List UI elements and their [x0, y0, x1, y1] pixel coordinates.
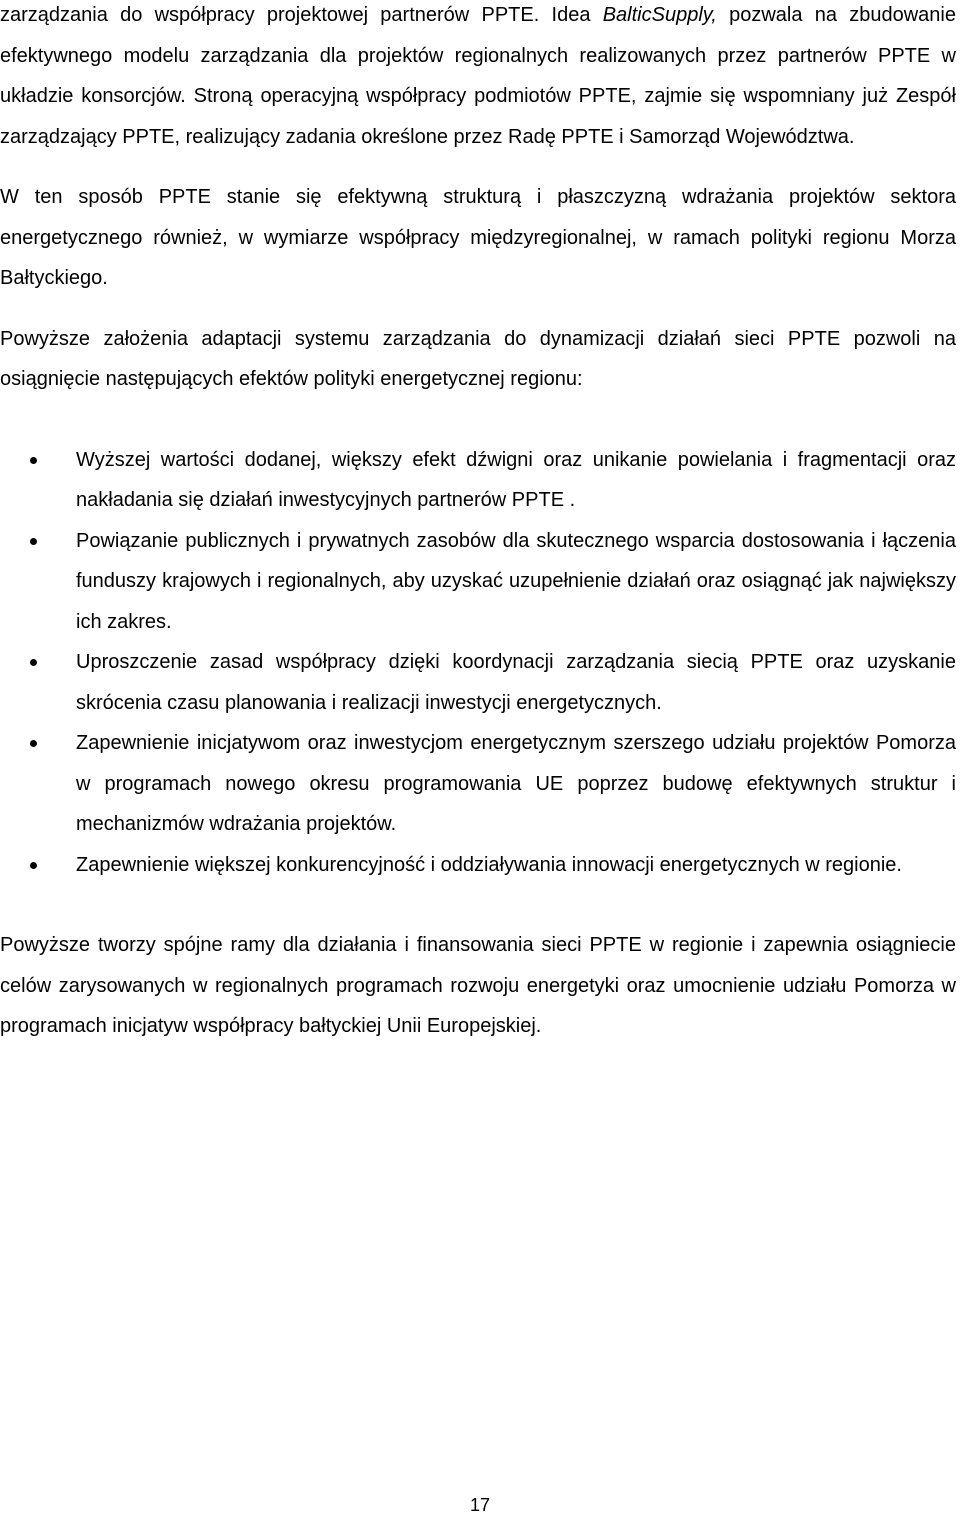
- list-item-text: Zapewnienie inicjatywom oraz inwestycjom energetycznym szerszego udziału projektów Pomorza w programach nowego okresu programowania UE poprzez budowę efektywnych struktur i mechanizmów wdrażania projektów.: [76, 732, 956, 835]
- paragraph-intro: [0, 0, 956, 157]
- paragraph-conclusion: Powyższe tworzy spójne ramy dla działania i finansowania sieci PPTE w regionie i zapewnia osiągniecie celów zarysowanych w regionalnych programach rozwoju energetyki oraz umocnienie udziału Pomorza w programach inicjatyw współpracy bałtyckiej Unii Europejskiej.: [0, 934, 956, 1037]
- list-item-text: Uproszczenie zasad współpracy dzięki koordynacji zarządzania siecią PPTE oraz uzyskanie skrócenia czasu planowania i realizacji inwestycji energetycznych.: [76, 651, 956, 714]
- paragraph-effects-intro: Powyższe założenia adaptacji systemu zarządzania do dynamizacji działań sieci PPTE pozwoli na osiągnięcie następujących efektów polityki energetycznej regionu:: [0, 327, 956, 390]
- page-number: 17: [469, 1495, 491, 1515]
- list-item: [0, 642, 956, 723]
- bullet-icon: [30, 659, 37, 666]
- effects-list: [0, 440, 956, 886]
- list-item: [0, 845, 956, 886]
- list-item: [0, 440, 956, 521]
- bullet-icon: [30, 457, 37, 464]
- bullet-icon: [30, 862, 37, 869]
- list-item: [0, 521, 956, 643]
- paragraph-intro-end: pozwala na zbudowanie efektywnego modelu zarządzania dla projektów regionalnych realizowanych przez partnerów PPTE w układzie konsorcjów. Stroną operacyjną współpracy podmiotów PPTE, zajmie się wspomniany już Zespół zarządzający PPTE, realizujący zadania określone przez Radę PPTE i Samorząd Województwa.: [0, 4, 956, 148]
- list-item-text: Powiązanie publicznych i prywatnych zasobów dla skutecznego wsparcia dostosowania i łączenia funduszy krajowych i regionalnych, aby uzyskać uzupełnienie działań oraz osiągnąć jak największy ich zakres.: [76, 529, 956, 633]
- paragraph-structure: W ten sposób PPTE stanie się efektywną strukturą i płaszczyzną wdrażania projektów sektora energetycznego również, w wymiarze współpracy międzyregionalnej, w ramach polityki regionu Morza Bałtyckiego.: [0, 186, 956, 289]
- baltic-supply-term: BalticSupply,: [602, 4, 717, 26]
- paragraph-intro-start: zarządzania do współpracy projektowej partnerów PPTE. Idea: [0, 4, 603, 26]
- bullet-icon: [30, 740, 37, 747]
- list-item-text: Wyższej wartości dodanej, większy efekt dźwigni oraz unikanie powielania i fragmentacji oraz nakładania się działań inwestycyjnych partnerów PPTE .: [76, 448, 956, 511]
- list-item-text: Zapewnienie większej konkurencyjność i oddziaływania innowacji energetycznych w regionie.: [76, 853, 902, 876]
- bullet-icon: [30, 538, 37, 545]
- list-item: [0, 723, 956, 845]
